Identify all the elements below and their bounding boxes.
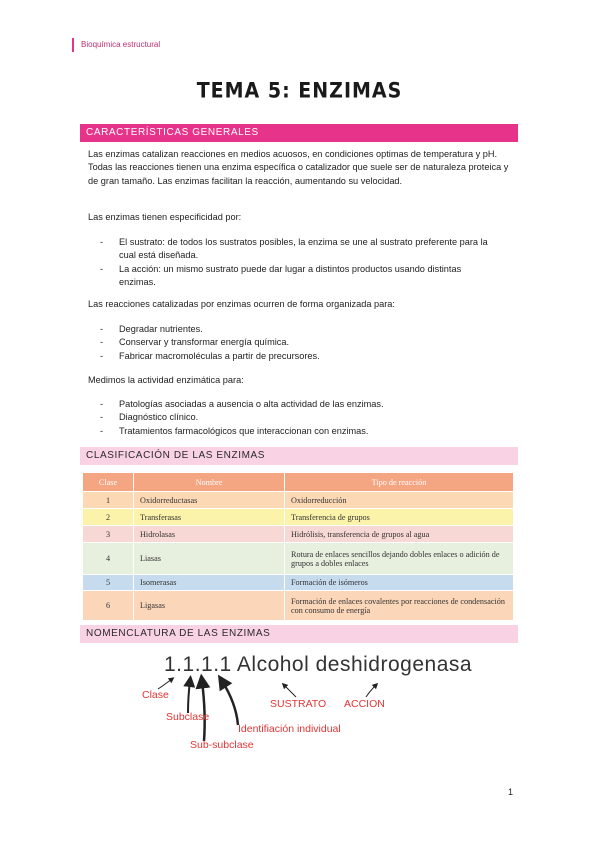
list-especificidad [100,236,500,290]
paragraph-text: Las reacciones catalizadas por enzimas ocurren de forma organizada para: [88,299,395,309]
cell-nombre: Ligasas [134,591,285,621]
label-subclase: Subclase [166,711,210,723]
label-sustrato: SUSTRATO [270,698,327,710]
cell-tipo: Formación de enlaces covalentes por reacciones de condensación con consumo de energía [285,591,514,621]
cell-clase: 2 [83,509,134,526]
arrow-identificacion [222,681,238,725]
list-item: - Conservar y transformar energía química. [100,336,500,349]
enzyme-code-formula: 1.1.1.1 Alcohol deshidrogenasa [164,653,473,676]
paragraph-actividad [88,374,513,387]
cell-nombre: Oxidorreductasas [134,492,285,509]
label-identificacion: Identifiación individual [238,723,341,735]
nomenclature-diagram [138,655,478,765]
column-header-clase: Clase [83,473,134,492]
list-reacciones [100,323,500,363]
page-number: 1 [507,787,513,797]
section-heading-clasificacion: CLASIFICACIÓN DE LAS ENZIMAS [80,447,518,465]
list-item: - Diagnóstico clínico. [100,411,500,424]
label-subsubclase: Sub-subclase [190,739,254,751]
list-item: - Fabricar macromoléculas a partir de precursores. [100,350,500,363]
label-accion: ACCION [344,698,385,710]
column-header-nombre: Nombre [134,473,285,492]
table-row [83,591,514,621]
cell-clase: 1 [83,492,134,509]
list-item: - Tratamientos farmacológicos que interaccionan con enzimas. [100,425,500,438]
cell-clase: 4 [83,543,134,575]
arrow-sustrato [284,685,296,697]
section-heading-caracteristicas: CARACTERÍSTICAS GENERALES [80,124,518,142]
cell-tipo: Transferencia de grupos [285,509,514,526]
paragraph-text: Las enzimas tienen especificidad por: [88,212,242,222]
section-heading-nomenclatura: NOMENCLATURA DE LAS ENZIMAS [80,625,518,643]
arrow-clase [158,679,172,689]
enzyme-classification-table [82,472,514,621]
cell-tipo: Rotura de enlaces sencillos dejando dobles enlaces o adición de grupos a dobles enlaces [285,543,514,575]
label-clase: Clase [142,689,169,701]
paragraph-text: Las enzimas catalizan reacciones en medios acuosos, en condiciones optimas de temperatura y pH. Todas las reacciones tienen una enzima específica o catalizador que suele ser de naturaleza proteica y de gran tamaño. Las enzimas facilitan la reacción, aumentando su velocidad. [88,149,509,186]
cell-nombre: Hidrolasas [134,526,285,543]
paragraph-reacciones [88,298,513,311]
paragraph-intro [88,148,513,188]
cell-nombre: Transferasas [134,509,285,526]
arrow-subclase [188,681,190,713]
table-header-row [83,473,514,492]
list-item: - El sustrato: de todos los sustratos posibles, la enzima se une al sustrato preferente para la cual está diseñada. [100,236,500,263]
cell-clase: 3 [83,526,134,543]
list-item: - Degradar nutrientes. [100,323,500,336]
paragraph-text: Medimos la actividad enzimática para: [88,375,244,385]
table-row [83,526,514,543]
annotation-arrows [138,655,478,765]
column-header-tipo: Tipo de reacción [285,473,514,492]
arrow-accion [366,685,376,697]
list-actividad [100,398,500,438]
cell-nombre: Liasas [134,543,285,575]
list-item: - Patologías asociadas a ausencia o alta actividad de las enzimas. [100,398,500,411]
cell-clase: 5 [83,575,134,591]
paragraph-especificidad [88,211,513,224]
table-row [83,543,514,575]
cell-clase: 6 [83,591,134,621]
table-row [83,492,514,509]
table-row [83,575,514,591]
list-item: - La acción: un mismo sustrato puede dar lugar a distintos productos usando distintas enzimas. [100,263,500,290]
cell-tipo: Oxidorreducción [285,492,514,509]
running-header: Bioquímica estructural [72,38,160,52]
cell-nombre: Isomerasas [134,575,285,591]
cell-tipo: Hidrólisis, transferencia de grupos al agua [285,526,514,543]
cell-tipo: Formación de isómeros [285,575,514,591]
table-row [83,509,514,526]
page-title: TEMA 5: ENZIMAS [196,78,403,104]
